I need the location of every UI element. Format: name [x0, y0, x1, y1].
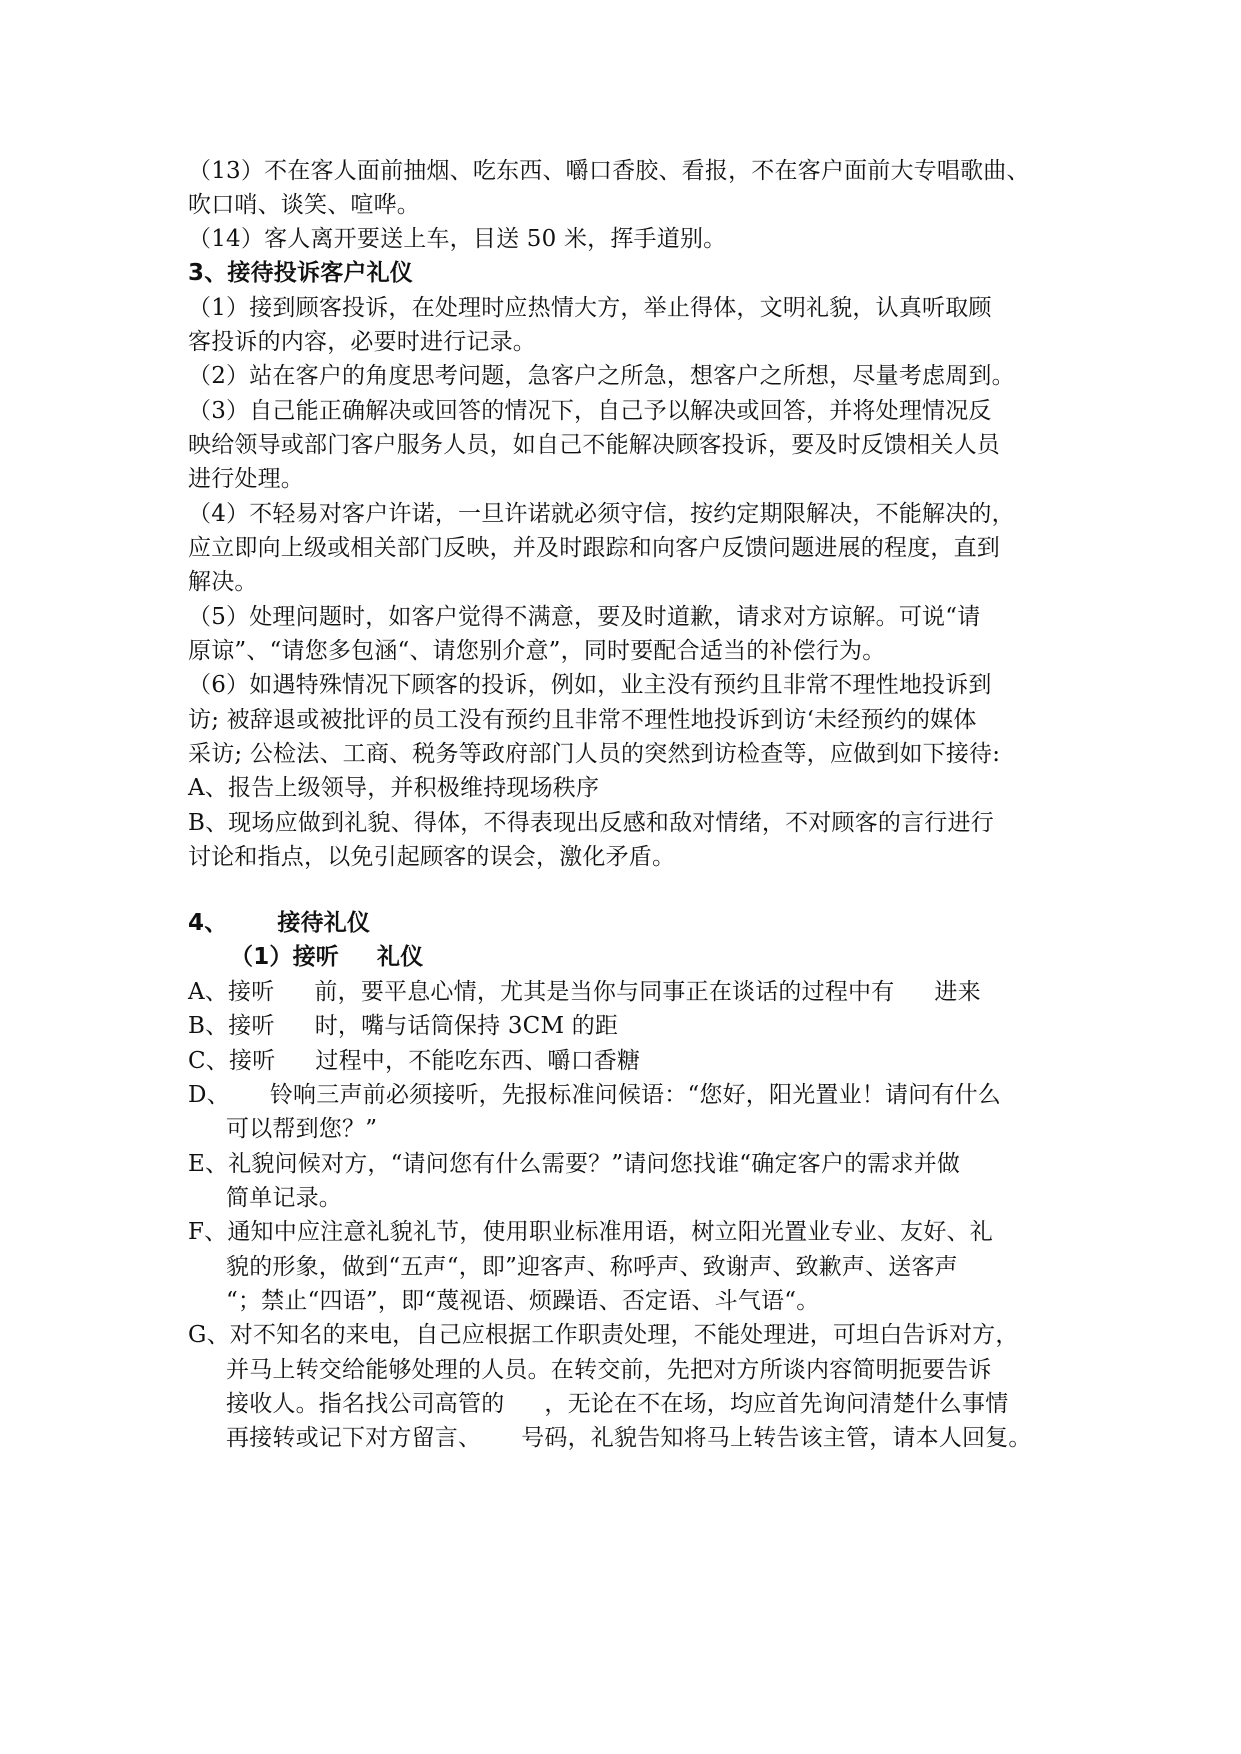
text-line: （3）自己能正确解决或回答的情况下，自己予以解决或回答，并将处理情况反 — [188, 398, 992, 424]
list-item — [188, 977, 981, 1007]
text-line: 访; 被辞退或被批评的员工没有预约且非常不理性地投诉到访‘未经预约的媒体 — [188, 707, 977, 733]
subsection-number: （1）接听 — [230, 944, 340, 970]
item-text: 前，要平息心情，尤其是当你与同事正在谈话的过程中有 — [314, 979, 895, 1005]
text-line: （4）不轻易对客户许诺，一旦许诺就必须守信，按约定期限解决，不能解决的， — [188, 501, 1015, 527]
text-segment: 再接转或记下对方留言、 — [226, 1425, 482, 1451]
text-line: “；禁止“四语”，即“蔑视语、烦躁语、否定语、斗气语“。 — [226, 1288, 820, 1314]
text-line: （6）如遇特殊情况下顾客的投诉，例如，业主没有预约且非常不理性地投诉到 — [188, 672, 992, 698]
item-text: 时，嘴与话筒保持 3CM 的距 — [314, 1013, 619, 1039]
text-line: （1）接到顾客投诉，在处理时应热情大方，举止得体，文明礼貌，认真听取顾 — [188, 295, 992, 321]
text-line: 映给领导或部门客户服务人员，如自己不能解决顾客投诉，要及时反馈相关人员 — [188, 432, 1000, 458]
item-text: 铃响三声前必须接听，先报标准问候语：“您好，阳光置业！请问有什么 — [269, 1082, 1002, 1108]
text-line: G、对不知名的来电，自己应根据工作职责处理，不能处理进，可坦白告诉对方， — [188, 1322, 1019, 1348]
text-line: B、现场应做到礼貌、得体，不得表现出反感和敌对情绪，不对顾客的言行进行 — [188, 810, 994, 836]
text-line: 并马上转交给能够处理的人员。在转交前，先把对方所谈内容简明扼要告诉 — [226, 1357, 992, 1383]
list-item — [188, 1046, 640, 1076]
text-line — [226, 1423, 1032, 1453]
item-lead: B、接听 — [188, 1013, 275, 1039]
text-line: 采访; 公检法、工商、税务等政府部门人员的突然到访检查等，应做到如下接待: — [188, 741, 1001, 767]
text-line: 原谅”、“请您多包涵“、请您别介意”，同时要配合适当的补偿行为。 — [188, 638, 886, 664]
text-line: 应立即向上级或相关部门反映，并及时跟踪和向客户反馈问题进展的程度，直到 — [188, 535, 1000, 561]
text-line: （14）客人离开要送上车，目送 50 米，挥手道别。 — [188, 226, 727, 252]
text-line: （5）处理问题时，如客户觉得不满意，要及时道歉，请求对方谅解。可说“请 — [188, 604, 981, 630]
subsection-title: 礼仪 — [377, 944, 424, 970]
text-line: E、礼貌问候对方，“请问您有什么需要？”请问您找谁“确定客户的需求并做 — [188, 1151, 961, 1177]
item-lead: C、接听 — [188, 1048, 276, 1074]
text-line: 讨论和指点，以免引起顾客的误会，激化矛盾。 — [188, 844, 676, 870]
text-line: 可以帮到您？” — [226, 1116, 378, 1142]
text-segment: 接收人。指名找公司高管的 — [226, 1391, 505, 1417]
text-line: （13）不在客人面前抽烟、吃东西、嚼口香胶、看报，不在客户面前大专唱歌曲、 — [188, 158, 1030, 184]
text-line: A、报告上级领导，并积极维持现场秩序 — [188, 775, 600, 801]
list-item — [188, 1080, 1001, 1110]
text-line: 吹口哨、谈笑、喧哗。 — [188, 192, 420, 218]
text-line: 解决。 — [188, 569, 258, 595]
text-line: 客投诉的内容，必要时进行记录。 — [188, 329, 536, 355]
item-text: 过程中，不能吃东西、嚼口香糖 — [315, 1048, 641, 1074]
item-lead: A、接听 — [188, 979, 275, 1005]
text-line: 简单记录。 — [226, 1185, 342, 1211]
section-heading-4 — [188, 908, 370, 938]
text-segment: ，无论在不在场，均应首先询问清楚什么事情 — [544, 1391, 1009, 1417]
section-number: 4、 — [188, 910, 228, 936]
text-segment: 号码，礼貌告知将马上转告该主管，请本人回复。 — [521, 1425, 1032, 1451]
section-title: 接待礼仪 — [277, 910, 371, 936]
text-line — [226, 1389, 1008, 1419]
text-line: （2）站在客户的角度思考问题，急客户之所急，想客户之所想，尽量考虑周到。 — [188, 363, 1015, 389]
list-item — [188, 1011, 618, 1041]
item-lead: D、 — [188, 1082, 230, 1108]
text-line: F、通知中应注意礼貌礼节，使用职业标准用语，树立阳光置业专业、友好、礼 — [188, 1219, 993, 1245]
subsection-heading — [230, 942, 423, 972]
item-tail: 进来 — [934, 979, 981, 1005]
section-heading: 3、接待投诉客户礼仪 — [188, 260, 414, 286]
text-line: 貌的形象，做到“五声“，即”迎客声、称呼声、致谢声、致歉声、送客声 — [226, 1254, 958, 1280]
text-line: 进行处理。 — [188, 466, 304, 492]
